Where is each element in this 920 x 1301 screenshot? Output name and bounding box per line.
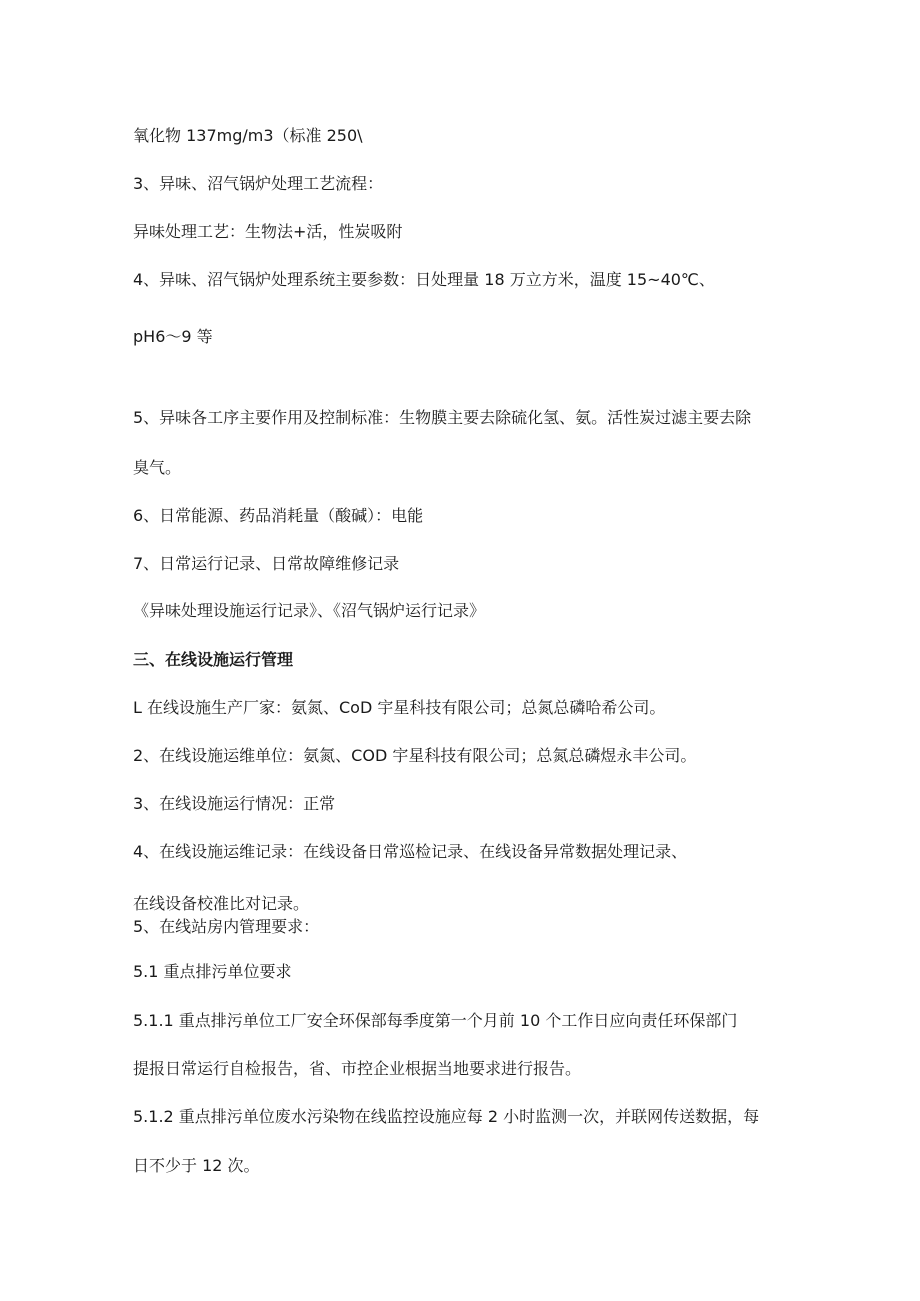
text-line-odor-process: 异味处理工艺：生物法+活，性炭吸附 bbox=[133, 222, 403, 241]
text-line-maintenance-records: 4、在线设施运维记录：在线设备日常巡检记录、在线设备异常数据处理记录、 bbox=[133, 842, 688, 861]
paragraph-5-1-2-line-2: 日不少于 12 次。 bbox=[133, 1156, 260, 1175]
text-line-odor: 臭气。 bbox=[133, 458, 182, 477]
text-line-record-titles: 《异味处理设施运行记录》、《沼气锅炉运行记录》 bbox=[133, 601, 486, 620]
text-line-process-heading: 3、异味、沼气锅炉处理工艺流程： bbox=[133, 174, 384, 193]
text-line-maintenance-unit: 2、在线设施运维单位：氨氮、COD 宇星科技有限公司；总氮总磷煜永丰公司。 bbox=[133, 746, 697, 765]
text-line-calibration-records: 在线设备校准比对记录。 bbox=[133, 894, 310, 913]
text-line-main-params: 4、异味、沼气锅炉处理系统主要参数：日处理量 18 万立方米，温度 15~40℃、 bbox=[133, 270, 715, 289]
text-line-manufacturer: L 在线设施生产厂家：氨氮、CoD 宇星科技有限公司；总氮总磷哈希公司。 bbox=[133, 698, 666, 717]
paragraph-5-1-2-line-1: 5.1.2 重点排污单位废水污染物在线监控设施应每 2 小时监测一次，并联网传送数据，每 bbox=[133, 1107, 760, 1126]
subheading-5-1: 5.1 重点排污单位要求 bbox=[133, 962, 292, 981]
text-line-daily-records: 7、日常运行记录、日常故障维修记录 bbox=[133, 554, 400, 573]
text-line-ph: pH6～9 等 bbox=[133, 327, 213, 346]
text-line-oxide: 氧化物 137mg∕m3（标准 250\ bbox=[133, 126, 363, 145]
text-line-energy: 6、日常能源、药品消耗量（酸碱）：电能 bbox=[133, 506, 424, 525]
paragraph-5-1-1-line-2: 提报日常运行自检报告，省、市控企业根据当地要求进行报告。 bbox=[133, 1059, 582, 1078]
text-line-station-requirements: 5、在线站房内管理要求： bbox=[133, 917, 320, 936]
text-line-operation-status: 3、在线设施运行情况：正常 bbox=[133, 794, 336, 813]
paragraph-5-1-1-line-1: 5.1.1 重点排污单位工厂安全环保部每季度第一个月前 10 个工作日应向责任环保部门 bbox=[133, 1011, 738, 1030]
text-line-process-function: 5、异味各工序主要作用及控制标准：生物膜主要去除硫化氢、氨。活性炭过滤主要去除 bbox=[133, 408, 752, 427]
section-heading-online-facilities: 三、在线设施运行管理 bbox=[133, 650, 294, 669]
